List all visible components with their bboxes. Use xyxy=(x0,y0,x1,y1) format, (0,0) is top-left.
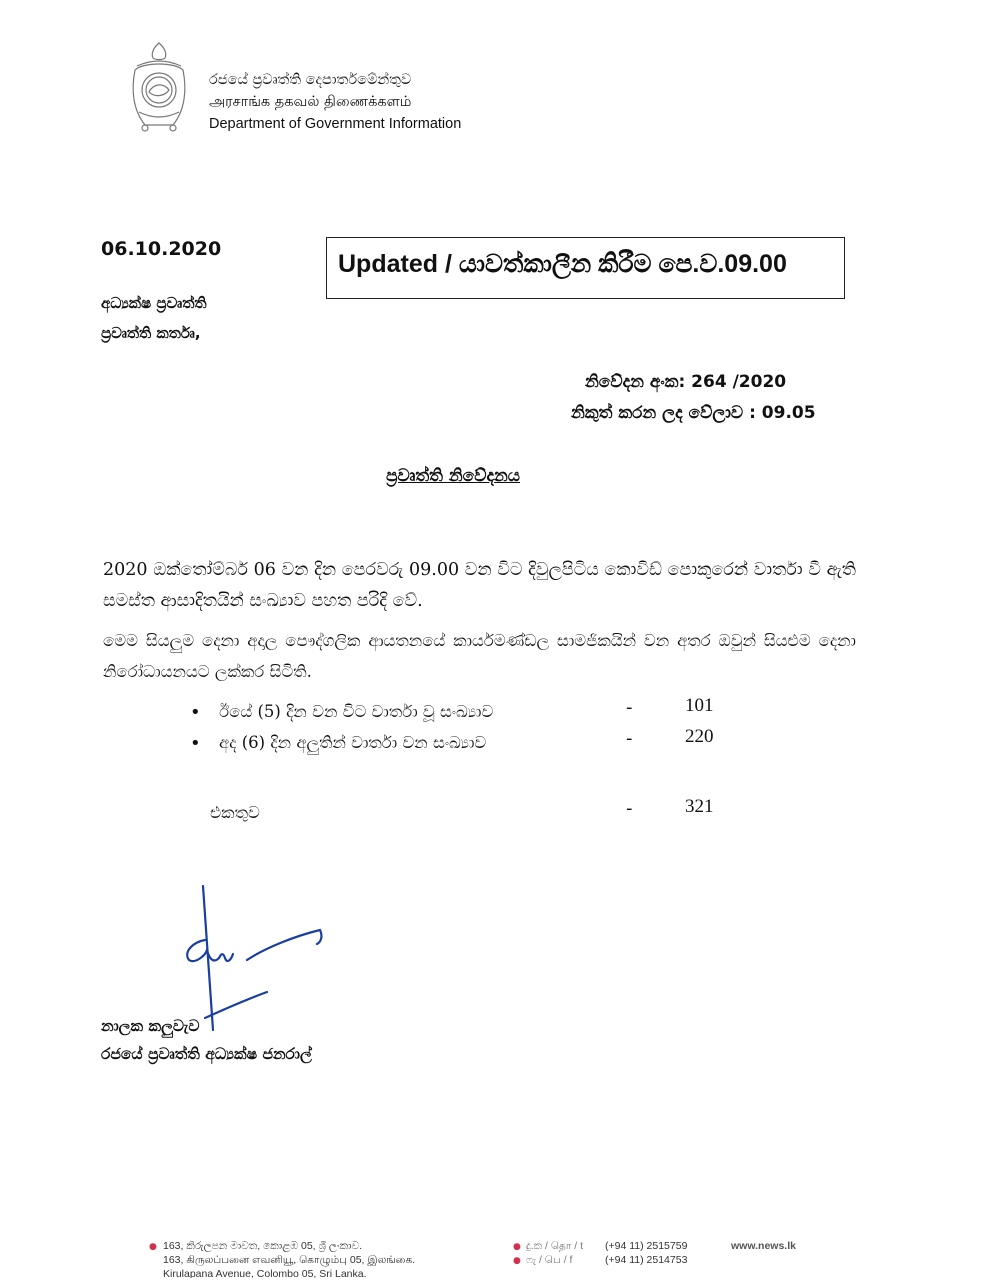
addressee-line-2: ප්‍රවෘත්ති කර්තෘ, xyxy=(101,324,201,342)
press-release-heading: ප්‍රවෘත්ති නිවේදනය xyxy=(386,466,521,486)
list-item-label: ඊයේ (5) දින වන විට වාර්තා වූ සංඛ්‍යාව xyxy=(219,702,494,721)
signatory-name: නාලක කලුවැව xyxy=(101,1017,200,1035)
release-time: නිකුත් කරන ලද වේලාව : 09.05 xyxy=(571,403,816,423)
list-item-label: අද (6) දින අලුතින් වාර්තා වන සංඛ්‍යාව xyxy=(219,733,487,752)
footer-dot: ● xyxy=(513,1242,521,1252)
total-dash: - xyxy=(626,798,633,819)
update-notice-box xyxy=(326,237,845,299)
list-bullet: • xyxy=(190,702,201,723)
list-item-value: 101 xyxy=(685,695,714,716)
government-emblem xyxy=(125,40,193,135)
list-item-dash: - xyxy=(626,697,633,718)
addressee-line-1: අධ්‍යක්ෂ ප්‍රවෘත්ති xyxy=(101,294,207,312)
signature xyxy=(175,880,335,1040)
signatory-title: රජයේ ප්‍රවෘත්ති අධ්‍යක්ෂ ජනරාල් xyxy=(101,1045,312,1063)
footer-address-english: Kirulapana Avenue, Colombo 05, Sri Lanka. xyxy=(163,1268,367,1278)
list-item-dash: - xyxy=(626,728,633,749)
update-notice-text: Updated / යාවත්කාලීන කිරීම පෙ.ව.09.00 xyxy=(338,250,787,278)
total-label: එකතුව xyxy=(210,803,260,822)
footer-phone: (+94 11) 2515759 xyxy=(605,1240,688,1252)
footer-fax: (+94 11) 2514753 xyxy=(605,1254,688,1266)
dept-name-english: Department of Government Information xyxy=(209,116,462,132)
footer-address-sinhala: 163, කිරුලපන මාවත, කොළඹ 05, ශ්‍රී ලංකාව. xyxy=(163,1240,363,1252)
list-item-value: 220 xyxy=(685,726,714,747)
dept-name-tamil: அரசாங்க தகவல் திணைக்களம் xyxy=(209,94,412,110)
document-date: 06.10.2020 xyxy=(101,238,222,260)
footer-dot: ● xyxy=(513,1256,521,1266)
list-bullet: • xyxy=(190,733,201,754)
paragraph-1: 2020 ඔක්තෝම්බර් 06 වන දින පෙරවරු 09.00 වන විට දිවුලපිටිය කොවිඩ් පොකුරෙන් වාර්තා වී ඇති සමස්ත ආසාදිතයින් සංඛ්‍යාව පහත පරිදි වේ. xyxy=(103,560,856,611)
footer-address-tamil: 163, கிருலப்பனை எவனியூ, கொழும்பு 05, இலங்கை. xyxy=(163,1254,416,1266)
footer-fax-label: ෆැ / பெ / f xyxy=(526,1254,573,1266)
footer-phone-label: දු.ක / தொ / t xyxy=(526,1240,584,1252)
footer-website-link[interactable]: www.news.lk xyxy=(731,1240,796,1252)
footer xyxy=(0,1240,989,1280)
dept-name-sinhala: රජයේ ප්‍රවෘත්ති දෙපාර්තමේන්තුව xyxy=(209,72,412,88)
release-number: නිවේදන අංක: 264 /2020 xyxy=(585,372,787,392)
footer-dot: ● xyxy=(149,1242,157,1252)
total-value: 321 xyxy=(685,796,714,817)
paragraph-2: මෙම සියලුම දෙනා අදාල පෞද්ගලික ආයතනයේ කාර්යමණ්ඩල සාමජිකයින් වන අතර ඔවුන් සියළුම දෙනා නිරෝධායනයට ලක්කර සිටිති. xyxy=(103,631,856,681)
